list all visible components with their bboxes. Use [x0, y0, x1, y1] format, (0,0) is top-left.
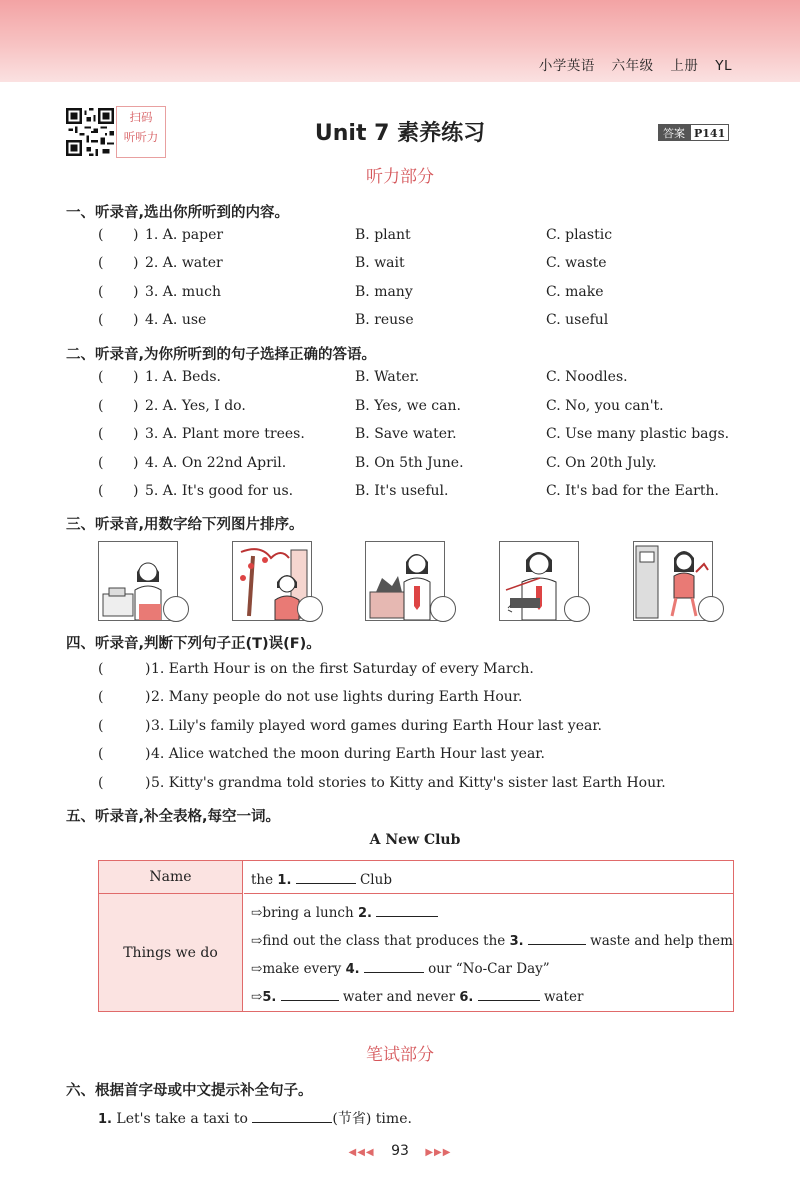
text: water	[539, 989, 584, 1005]
option-b: B. reuse	[355, 312, 414, 328]
section2-title: 二、听录音,为你所听到的句子选择正确的答语。	[66, 347, 377, 363]
answer-tag[interactable]	[658, 124, 729, 141]
edition-label: YL	[715, 58, 732, 74]
option-b: B. many	[355, 284, 413, 300]
option-c: C. Noodles.	[546, 369, 628, 385]
paren-close: )	[133, 426, 139, 442]
answer-blank[interactable]: (	[98, 369, 104, 385]
answer-blank[interactable]: (	[98, 312, 104, 328]
statement: 1. Earth Hour is on the first Saturday of every March.	[151, 661, 534, 677]
section4-title: 四、听录音,判断下列句子正(T)误(F)。	[66, 636, 321, 652]
number-circle[interactable]	[163, 596, 189, 622]
blank-number: 6.	[459, 990, 474, 1005]
paren-close: )	[145, 746, 151, 762]
answer-label: 答案	[658, 124, 690, 141]
writing-part-title: 笔试部分	[366, 1045, 434, 1065]
answer-blank[interactable]: (	[98, 227, 104, 243]
page-header-band	[0, 0, 800, 82]
arrow-icon: ⇨	[251, 905, 263, 921]
arrow-icon: ⇨	[251, 933, 263, 949]
paren-close: )	[133, 483, 139, 499]
section1-title: 一、听录音,选出你所听到的内容。	[66, 205, 290, 221]
option-c: C. No, you can't.	[546, 398, 664, 414]
option-a: 4. A. use	[145, 312, 207, 328]
club-table	[98, 860, 734, 1012]
option-b: B. On 5th June.	[355, 455, 464, 471]
answer-blank[interactable]: (	[98, 426, 104, 442]
table-title: A New Club	[369, 832, 461, 848]
text: the	[251, 872, 278, 888]
section5-title: 五、听录音,补全表格,每空一词。	[66, 809, 281, 825]
paren-close: )	[133, 312, 139, 328]
section3-title: 三、听录音,用数字给下列图片排序。	[66, 517, 304, 533]
option-a: 4. A. On 22nd April.	[145, 455, 287, 471]
paren-close: )	[133, 369, 139, 385]
subject-label: 小学英语	[538, 58, 595, 74]
option-a: 5. A. It's good for us.	[145, 483, 294, 499]
statement: 5. Kitty's grandma told stories to Kitty and Kitty's sister last Earth Hour.	[151, 775, 666, 791]
things-line	[251, 902, 438, 921]
blank-number: 4.	[345, 962, 360, 977]
fill-blank[interactable]	[528, 930, 586, 945]
chinese-hint: (节省)	[332, 1111, 372, 1127]
option-b: B. Save water.	[355, 426, 457, 442]
option-c: C. It's bad for the Earth.	[546, 483, 719, 499]
name-header: Name	[99, 861, 243, 894]
answer-blank[interactable]: (	[98, 746, 104, 762]
number-circle[interactable]	[698, 596, 724, 622]
things-line	[251, 958, 550, 977]
option-a: 3. A. much	[145, 284, 221, 300]
number-circle[interactable]	[297, 596, 323, 622]
right-arrows-icon: ▶▶▶	[425, 1147, 452, 1158]
listening-part-title: 听力部分	[366, 167, 434, 187]
number-circle[interactable]	[430, 596, 456, 622]
blank-number: 1.	[277, 873, 292, 888]
answer-blank[interactable]: (	[98, 284, 104, 300]
fill-blank[interactable]	[364, 958, 424, 973]
page-footer	[0, 1143, 800, 1159]
arrow-icon: ⇨	[251, 989, 263, 1005]
option-a: 3. A. Plant more trees.	[145, 426, 305, 442]
qr-caption-line1: 扫码	[129, 110, 153, 124]
text: water and never	[338, 989, 460, 1005]
paren-close: )	[145, 718, 151, 734]
answer-blank[interactable]: (	[98, 255, 104, 271]
qr-caption-line2: 听听力	[123, 130, 159, 144]
page-number: 93	[391, 1143, 409, 1159]
paren-close: )	[133, 255, 139, 271]
paren-close: )	[145, 661, 151, 677]
answer-blank[interactable]: (	[98, 483, 104, 499]
item-number: 1.	[98, 1112, 112, 1127]
text: our “No-Car Day”	[423, 961, 550, 977]
option-a: 2. A. Yes, I do.	[145, 398, 246, 414]
paren-close: )	[133, 284, 139, 300]
blank-number: 5.	[262, 990, 277, 1005]
answer-blank[interactable]: (	[98, 455, 104, 471]
option-b: B. plant	[355, 227, 411, 243]
option-b: B. It's useful.	[355, 483, 449, 499]
fill-blank[interactable]	[478, 986, 540, 1001]
blank-number: 3.	[509, 934, 524, 949]
name-row-text	[251, 869, 392, 888]
option-b: B. wait	[355, 255, 405, 271]
answer-blank[interactable]: (	[98, 718, 104, 734]
text: make every	[262, 961, 346, 977]
things-header: Things we do	[99, 894, 243, 1011]
statement: 3. Lily's family played word games during Earth Hour last year.	[151, 718, 602, 734]
arrow-icon: ⇨	[251, 961, 263, 977]
text: time.	[371, 1111, 412, 1127]
text: waste and help them	[585, 933, 733, 949]
text: Club	[355, 872, 392, 888]
text: find out the class that produces the	[262, 933, 510, 949]
paren-close: )	[145, 689, 151, 705]
grade-label: 六年级	[611, 58, 654, 74]
left-arrows-icon: ◀◀◀	[348, 1147, 375, 1158]
things-line	[251, 986, 583, 1005]
paren-close: )	[145, 775, 151, 791]
things-line	[251, 930, 733, 949]
page-title: Unit 7 素养练习	[314, 121, 486, 146]
section6-title: 六、根据首字母或中文提示补全句子。	[66, 1083, 313, 1099]
paren-close: )	[133, 398, 139, 414]
option-b: B. Water.	[355, 369, 420, 385]
answer-blank[interactable]: (	[98, 398, 104, 414]
paren-close: )	[133, 455, 139, 471]
option-c: C. waste	[546, 255, 607, 271]
blank-number: 2.	[357, 906, 372, 921]
answer-blank[interactable]: (	[98, 775, 104, 791]
option-c: C. useful	[546, 312, 609, 328]
paren-close: )	[133, 227, 139, 243]
answer-page: P141	[690, 124, 729, 141]
option-c: C. make	[546, 284, 604, 300]
fill-blank[interactable]	[296, 869, 356, 884]
fill-blank[interactable]	[376, 902, 438, 917]
number-circle[interactable]	[564, 596, 590, 622]
option-a: 2. A. water	[145, 255, 223, 271]
statement: 4. Alice watched the moon during Earth Hour last year.	[151, 746, 545, 762]
option-c: C. plastic	[546, 227, 613, 243]
option-c: C. Use many plastic bags.	[546, 426, 730, 442]
answer-blank[interactable]: (	[98, 661, 104, 677]
text: Let's take a taxi to	[111, 1111, 253, 1127]
statement: 2. Many people do not use lights during Earth Hour.	[151, 689, 523, 705]
option-a: 1. A. paper	[145, 227, 224, 243]
volume-label: 上册	[670, 58, 699, 74]
fill-blank[interactable]	[252, 1108, 332, 1123]
option-c: C. On 20th July.	[546, 455, 657, 471]
text: bring a lunch	[262, 905, 358, 921]
answer-blank[interactable]: (	[98, 689, 104, 705]
option-a: 1. A. Beds.	[145, 369, 221, 385]
fill-blank[interactable]	[281, 986, 339, 1001]
option-b: B. Yes, we can.	[355, 398, 461, 414]
section6-item	[98, 1108, 412, 1128]
book-info	[527, 54, 732, 74]
